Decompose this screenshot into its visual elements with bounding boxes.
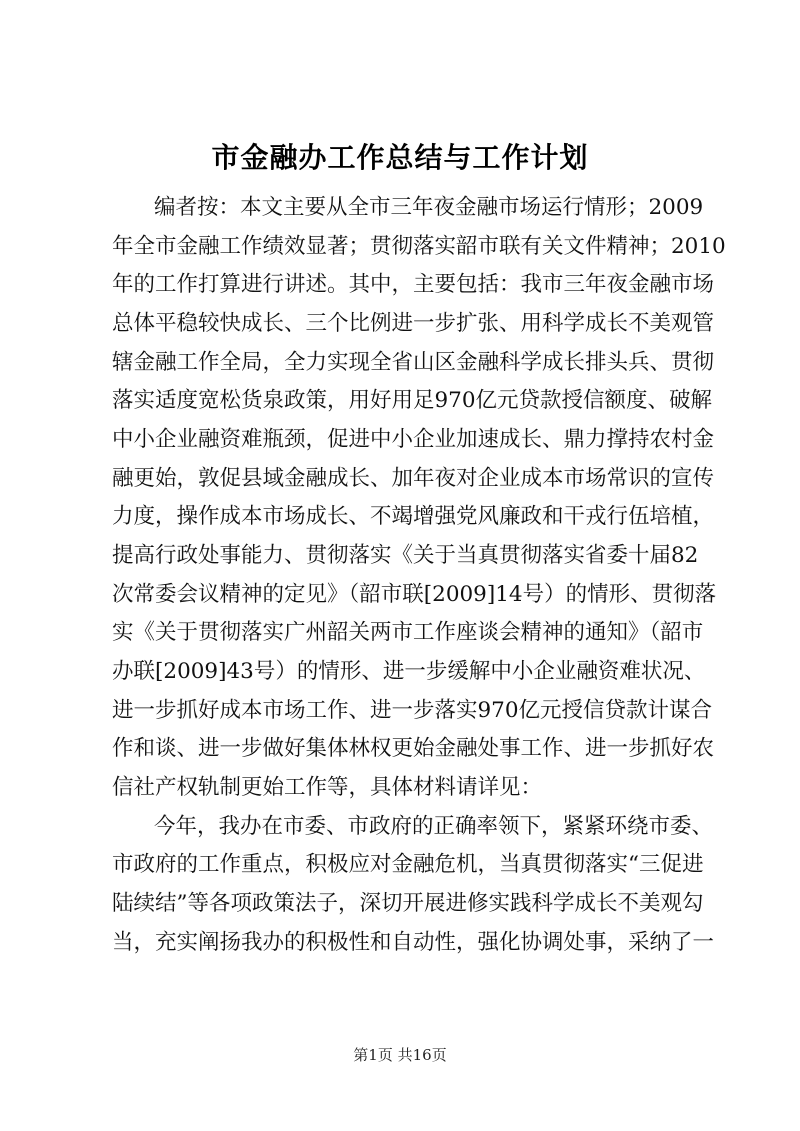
body-line-3: 年的工作打算进行讲述。其中，主要包括：我市三年夜金融市场 xyxy=(112,272,715,297)
body-line-1: 编者按：本文主要从全市三年夜金融市场运行情形；2009 xyxy=(154,195,704,220)
document-title: 市金融办工作总结与工作计划 xyxy=(211,141,589,174)
body-line-4: 总体平稳较快成长、三个比例进一步扩张、用科学成长不美观管 xyxy=(112,311,715,336)
body-line-19: 陆续结”等各项政策法子，深切开展进修实践科学成长不美观勾 xyxy=(112,891,704,916)
body-line-14: 进一步抓好成本市场工作、进一步落实970亿元授信贷款计谋合 xyxy=(112,698,713,723)
body-line-17: 今年，我办在市委、市政府的正确率领下，紧紧环绕市委、 xyxy=(154,814,714,839)
body-line-7: 中小企业融资难瓶颈，促进中小企业加速成长、鼎力撑持农村金 xyxy=(112,427,715,452)
body-line-20: 当，充实阐扬我办的积极性和自动性，强化协调处事，采纳了一 xyxy=(112,930,715,955)
body-line-2: 年全市金融工作绩效显著；贯彻落实韶市联有关文件精神；2010 xyxy=(112,234,726,259)
body-line-6: 落实适度宽松货泉政策，用好用足970亿元贷款授信额度、破解 xyxy=(112,388,713,413)
body-line-18: 市政府的工作重点，积极应对金融危机，当真贯彻落实“三促进 xyxy=(112,852,704,877)
body-line-8: 融更始，敦促县域金融成长、加年夜对企业成本市场常识的宣传 xyxy=(112,466,715,491)
body-line-16: 信社产权轨制更始工作等，具体材料请详见： xyxy=(112,775,543,800)
body-line-10: 提高行政处事能力、贯彻落实《关于当真贯彻落实省委十届82 xyxy=(112,543,699,568)
body-line-5: 辖金融工作全局，全力实现全省山区金融科学成长排头兵、贯彻 xyxy=(112,350,715,375)
body-line-9: 力度，操作成本市场成长、不竭增强党风廉政和干戎行伍培植， xyxy=(112,504,715,529)
body-line-12: 实《关于贯彻落实广州韶关两市工作座谈会精神的通知》（韶市 xyxy=(112,620,704,645)
page-number-footer: 第1页 共16页 xyxy=(353,1046,447,1064)
body-line-15: 作和谈、进一步做好集体林权更始金融处事工作、进一步抓好农 xyxy=(112,736,715,761)
body-line-13: 办联[2009]43号）的情形、进一步缓解中小企业融资难状况、 xyxy=(112,659,706,684)
body-line-11: 次常委会议精神的定见》（韶市联[2009]14号）的情形、贯彻落 xyxy=(112,582,717,607)
